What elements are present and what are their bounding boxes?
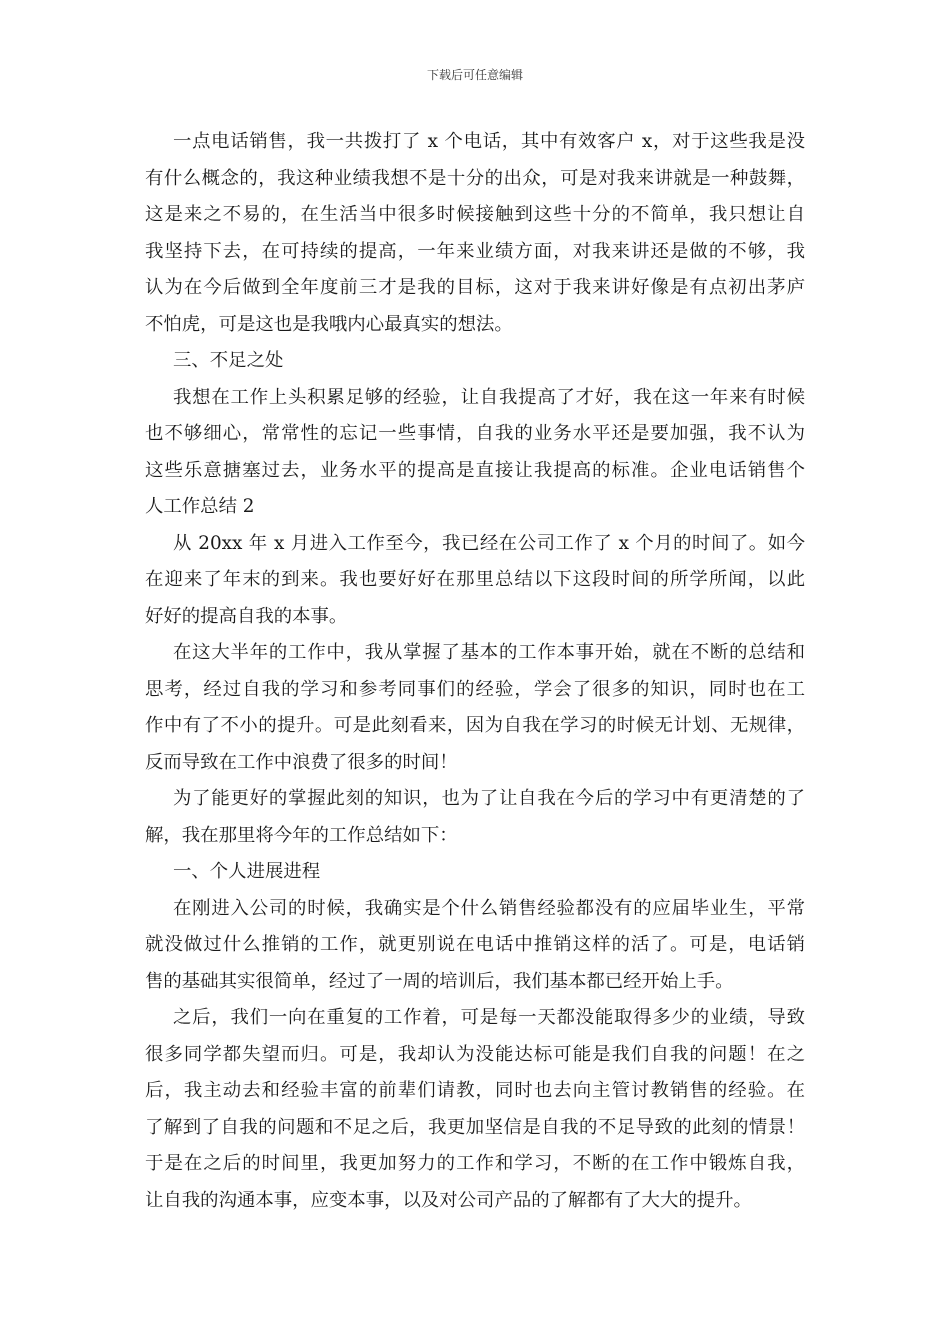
text-line: 也不够细心，常常性的忘记一些事情，自我的业务水平还是要加强，我不认为 [145, 423, 805, 444]
text-line: 了解到了自我的问题和不足之后，我更加坚信是自我的不足导致的此刻的情景！ [145, 1116, 805, 1138]
text-line: 三、不足之处 [173, 350, 284, 371]
text-line: 之后，我们一向在重复的工作着，可是每一天都没能取得多少的业绩，导致 [173, 1007, 805, 1028]
text-line: 一、个人进展进程 [173, 861, 321, 882]
text-line: 很多同学都失望而归。可是，我却认为没能达标可能是我们自我的问题！在之 [145, 1043, 805, 1065]
text-line: 我坚持下去，在可持续的提高，一年来业绩方面，对我来讲还是做的不够，我 [145, 240, 805, 262]
text-line: 解，我在那里将今年的工作总结如下： [145, 824, 458, 846]
text-line: 从 20xx 年 x 月进入工作至今，我已经在公司工作了 x 个月的时间了。如今 [173, 532, 805, 554]
text-line: 这是来之不易的，在生活当中很多时候接触到这些十分的不简单，我只想让自 [145, 204, 805, 225]
page-header-note: 下载后可任意编辑 [426, 68, 523, 82]
text-line: 在这大半年的工作中，我从掌握了基本的工作本事开始，就在不断的总结和 [173, 642, 805, 663]
text-line: 思考，经过自我的学习和参考同事们的经验，学会了很多的知识，同时也在工 [145, 678, 805, 700]
text-line: 不怕虎，可是这也是我哦内心最真实的想法。 [145, 313, 513, 335]
text-line: 就没做过什么推销的工作，就更别说在电话中推销这样的活了。可是，电话销 [145, 934, 805, 955]
text-line: 一点电话销售，我一共拨打了 x 个电话，其中有效客户 x，对于这些我是没 [173, 131, 805, 152]
text-line: 售的基础其实很简单，经过了一周的培训后，我们基本都已经开始上手。 [145, 970, 734, 992]
text-line: 反而导致在工作中浪费了很多的时间！ [145, 751, 458, 773]
text-line: 认为在今后做到全年度前三才是我的目标，这对于我来讲好像是有点初出茅庐 [145, 277, 805, 298]
text-line: 作中有了不小的提升。可是此刻看来，因为自我在学习的时候无计划、无规律， [145, 715, 805, 736]
text-line: 让自我的沟通本事，应变本事，以及对公司产品的了解都有了大大的提升。 [145, 1189, 752, 1211]
text-line: 我想在工作上头积累足够的经验，让自我提高了才好，我在这一年来有时候 [173, 386, 805, 408]
text-line: 在迎来了年末的到来。我也要好好在那里总结以下这段时间的所学所闻，以此 [145, 569, 805, 590]
text-line: 这些乐意搪塞过去，业务水平的提高是直接让我提高的标准。企业电话销售个 [145, 459, 805, 481]
text-line: 好好的提高自我的本事。 [145, 605, 348, 627]
text-line: 为了能更好的掌握此刻的知识，也为了让自我在今后的学习中有更清楚的了 [173, 788, 805, 809]
text-line: 后，我主动去和经验丰富的前辈们请教，同时也去向主管讨教销售的经验。在 [145, 1080, 805, 1101]
text-line: 有什么概念的，我这种业绩我想不是十分的出众，可是对我来讲就是一种鼓舞， [145, 167, 805, 189]
text-line: 在刚进入公司的时候，我确实是个什么销售经验都没有的应届毕业生，平常 [173, 897, 805, 919]
text-line: 于是在之后的时间里，我更加努力的工作和学习，不断的在工作中锻炼自我， [145, 1153, 805, 1174]
document-body [145, 124, 805, 1219]
text-line: 人工作总结 2 [145, 496, 255, 517]
